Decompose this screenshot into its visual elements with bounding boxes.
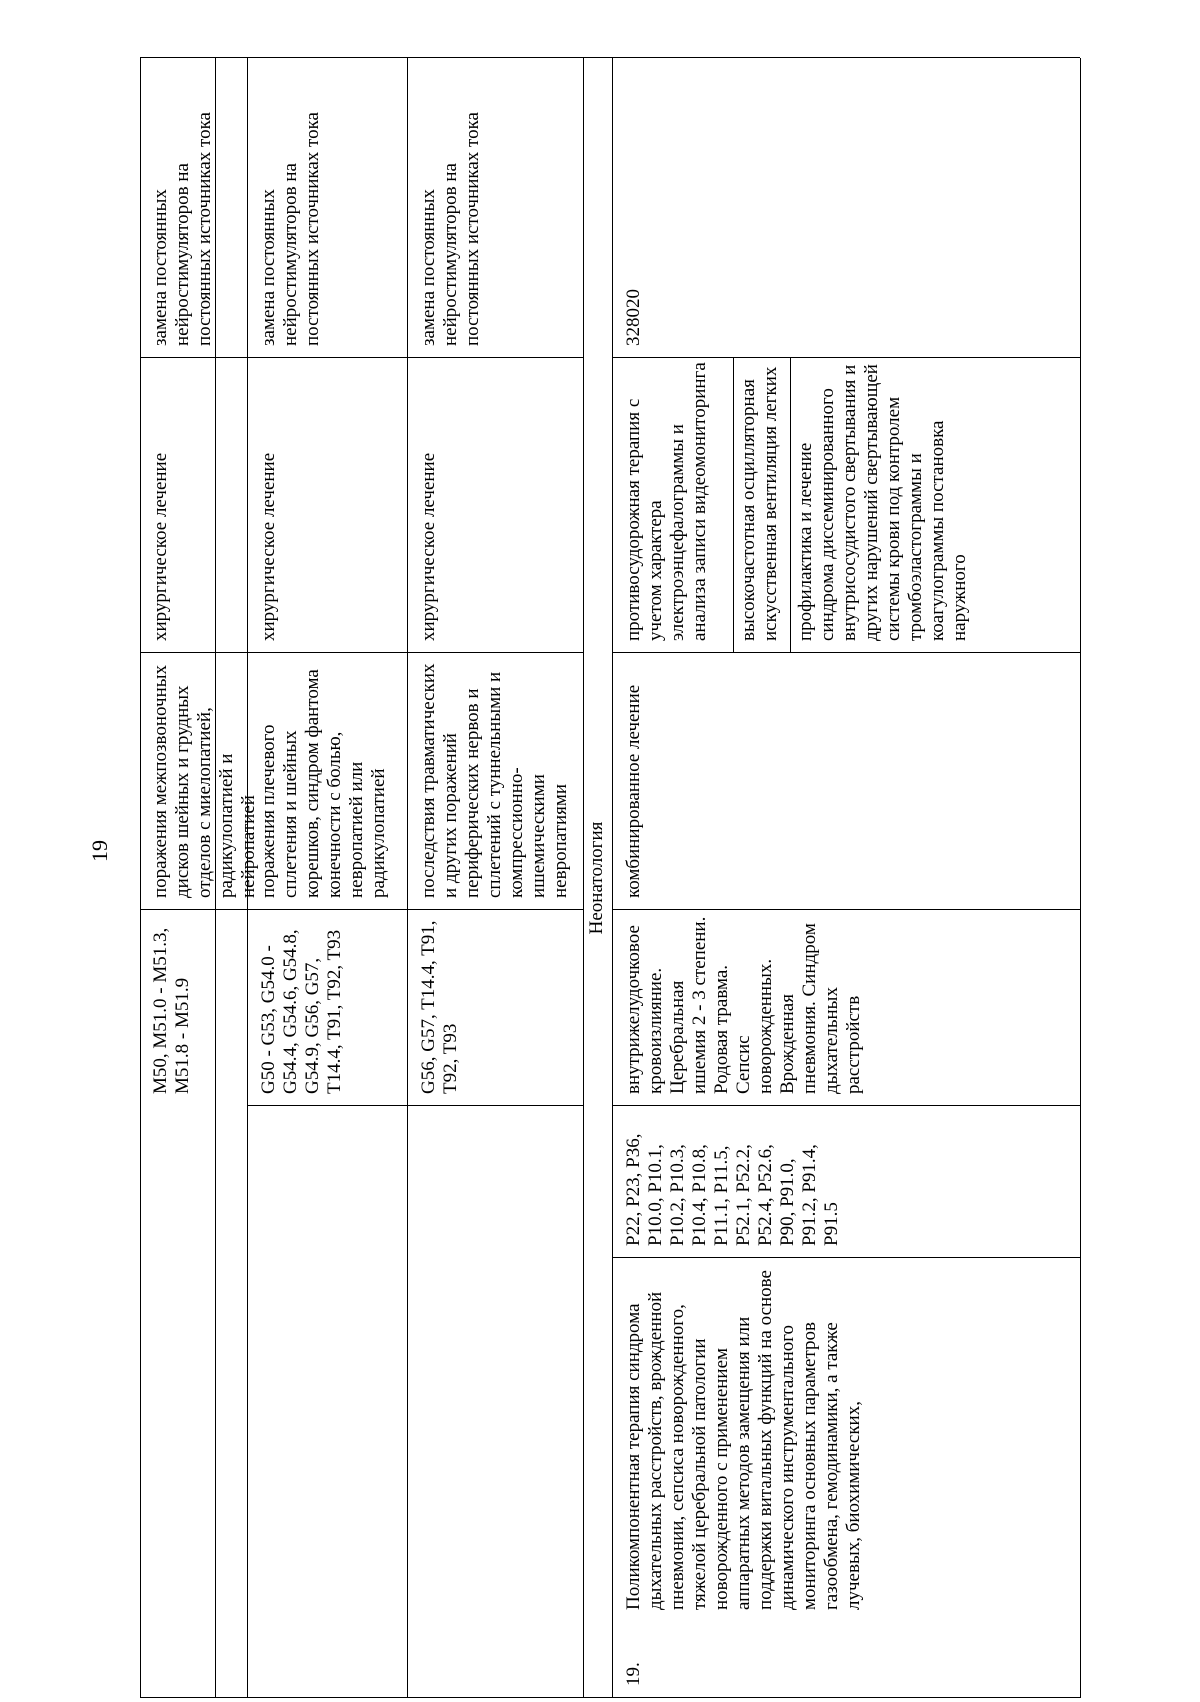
column-divider	[140, 652, 583, 653]
method-cell: профилактика и лечение синдрома диссеминированного внутрисосудистого свертывания и других нарушений свертывающей системы крови под контролем тромбоэластограммы и коагулограммы постановка наружного	[795, 364, 971, 641]
method-cell: противосудорожная терапия с учетом характера электроэнцефалограммы и анализа записи видеомониторинга	[623, 362, 711, 641]
treatment-cell: хирургическое лечение	[418, 452, 439, 641]
column-divider	[140, 909, 583, 910]
column-divider	[612, 652, 1080, 653]
page-number: 19	[87, 840, 112, 862]
method-divider	[733, 357, 734, 653]
method-cell: замена постоянных нейростимуляторов на постоянных источниках тока	[150, 112, 216, 346]
treatment-cell: хирургическое лечение	[258, 452, 279, 641]
cost-cell: 328020	[623, 289, 644, 346]
table-border-bottom	[1080, 58, 1081, 1698]
table-border-left	[140, 1697, 1080, 1698]
model-cell: последствия травматических и других поражений периферических нервов и сплетений с туннельными и компрессионно-ишемическими невропатиями	[418, 663, 572, 898]
section-header-bottom-line	[612, 58, 613, 1698]
method-cell: замена постоянных нейростимуляторов на постоянных источниках тока	[418, 112, 484, 346]
care-name-cell: Поликомпонентная терапия синдрома дыхательных расстройств, врожденной пневмонии, сепсиса новорожденного, тяжелой церебральной патологии новорожденного с применением аппаратных методов замещения или поддержки витальных функций на основе динамического инструментального мониторинга основных параметров газообмена, гемодинамики, а также лучевых, биохимических,	[623, 1270, 865, 1610]
treatment-cell: комбинированное лечение	[623, 684, 644, 898]
table-border-top	[140, 58, 141, 1698]
section-title: Неонатология	[586, 821, 607, 935]
method-cell: высокочастотная осцилляторная искусственная вентиляция легких	[738, 366, 782, 641]
medical-care-table	[140, 58, 1080, 1698]
column-divider	[612, 1257, 1080, 1258]
model-cell: поражения плечевого сплетения и шейных корешков, синдром фантома конечности с болью, невропатией или радикулопатией	[258, 669, 390, 898]
model-cell: внутрижелудочковое кровоизлияние. Церебральная ишемия 2 - 3 степени. Родовая травма. Сепсис новорожденных. Врожденная пневмония. Синдром дыхательных расстройств	[623, 916, 865, 1094]
column-divider	[247, 1105, 583, 1106]
column-divider	[140, 357, 583, 358]
column-divider	[612, 1105, 1080, 1106]
treatment-cell: хирургическое лечение	[150, 452, 171, 641]
column-divider	[612, 357, 1080, 358]
codes-cell: G50 - G53, G54.0 - G54.4, G54.6, G54.8, G54.9, G56, G57, T14.4, T91, T92, T93	[258, 929, 346, 1094]
table-border-right	[140, 57, 1080, 58]
method-divider	[790, 357, 791, 653]
method-cell: замена постоянных нейростимуляторов на постоянных источниках тока	[258, 112, 324, 346]
row-number: 19.	[623, 1662, 644, 1686]
model-cell: поражения межпозвоночных дисков шейных и грудных отделов с миелопатией, радикулопатией и нейропатией	[150, 664, 260, 898]
codes-cell: G56, G57, T14.4, T91, T92, T93	[418, 920, 462, 1094]
section-header-top-line	[583, 58, 584, 1698]
codes-cell: P22, P23, P36, P10.0, P10.1, P10.2, P10.3, P10.4, P10.8, P11.1, P11.5, P52.1, P52.2, P52.4, P52.6, P90, P91.0, P91.2, P91.4, P91.5	[623, 1133, 843, 1246]
column-divider	[612, 909, 1080, 910]
codes-cell: M50, M51.0 - M51.3, M51.8 - M51.9	[150, 927, 194, 1094]
row-border	[407, 58, 408, 1698]
